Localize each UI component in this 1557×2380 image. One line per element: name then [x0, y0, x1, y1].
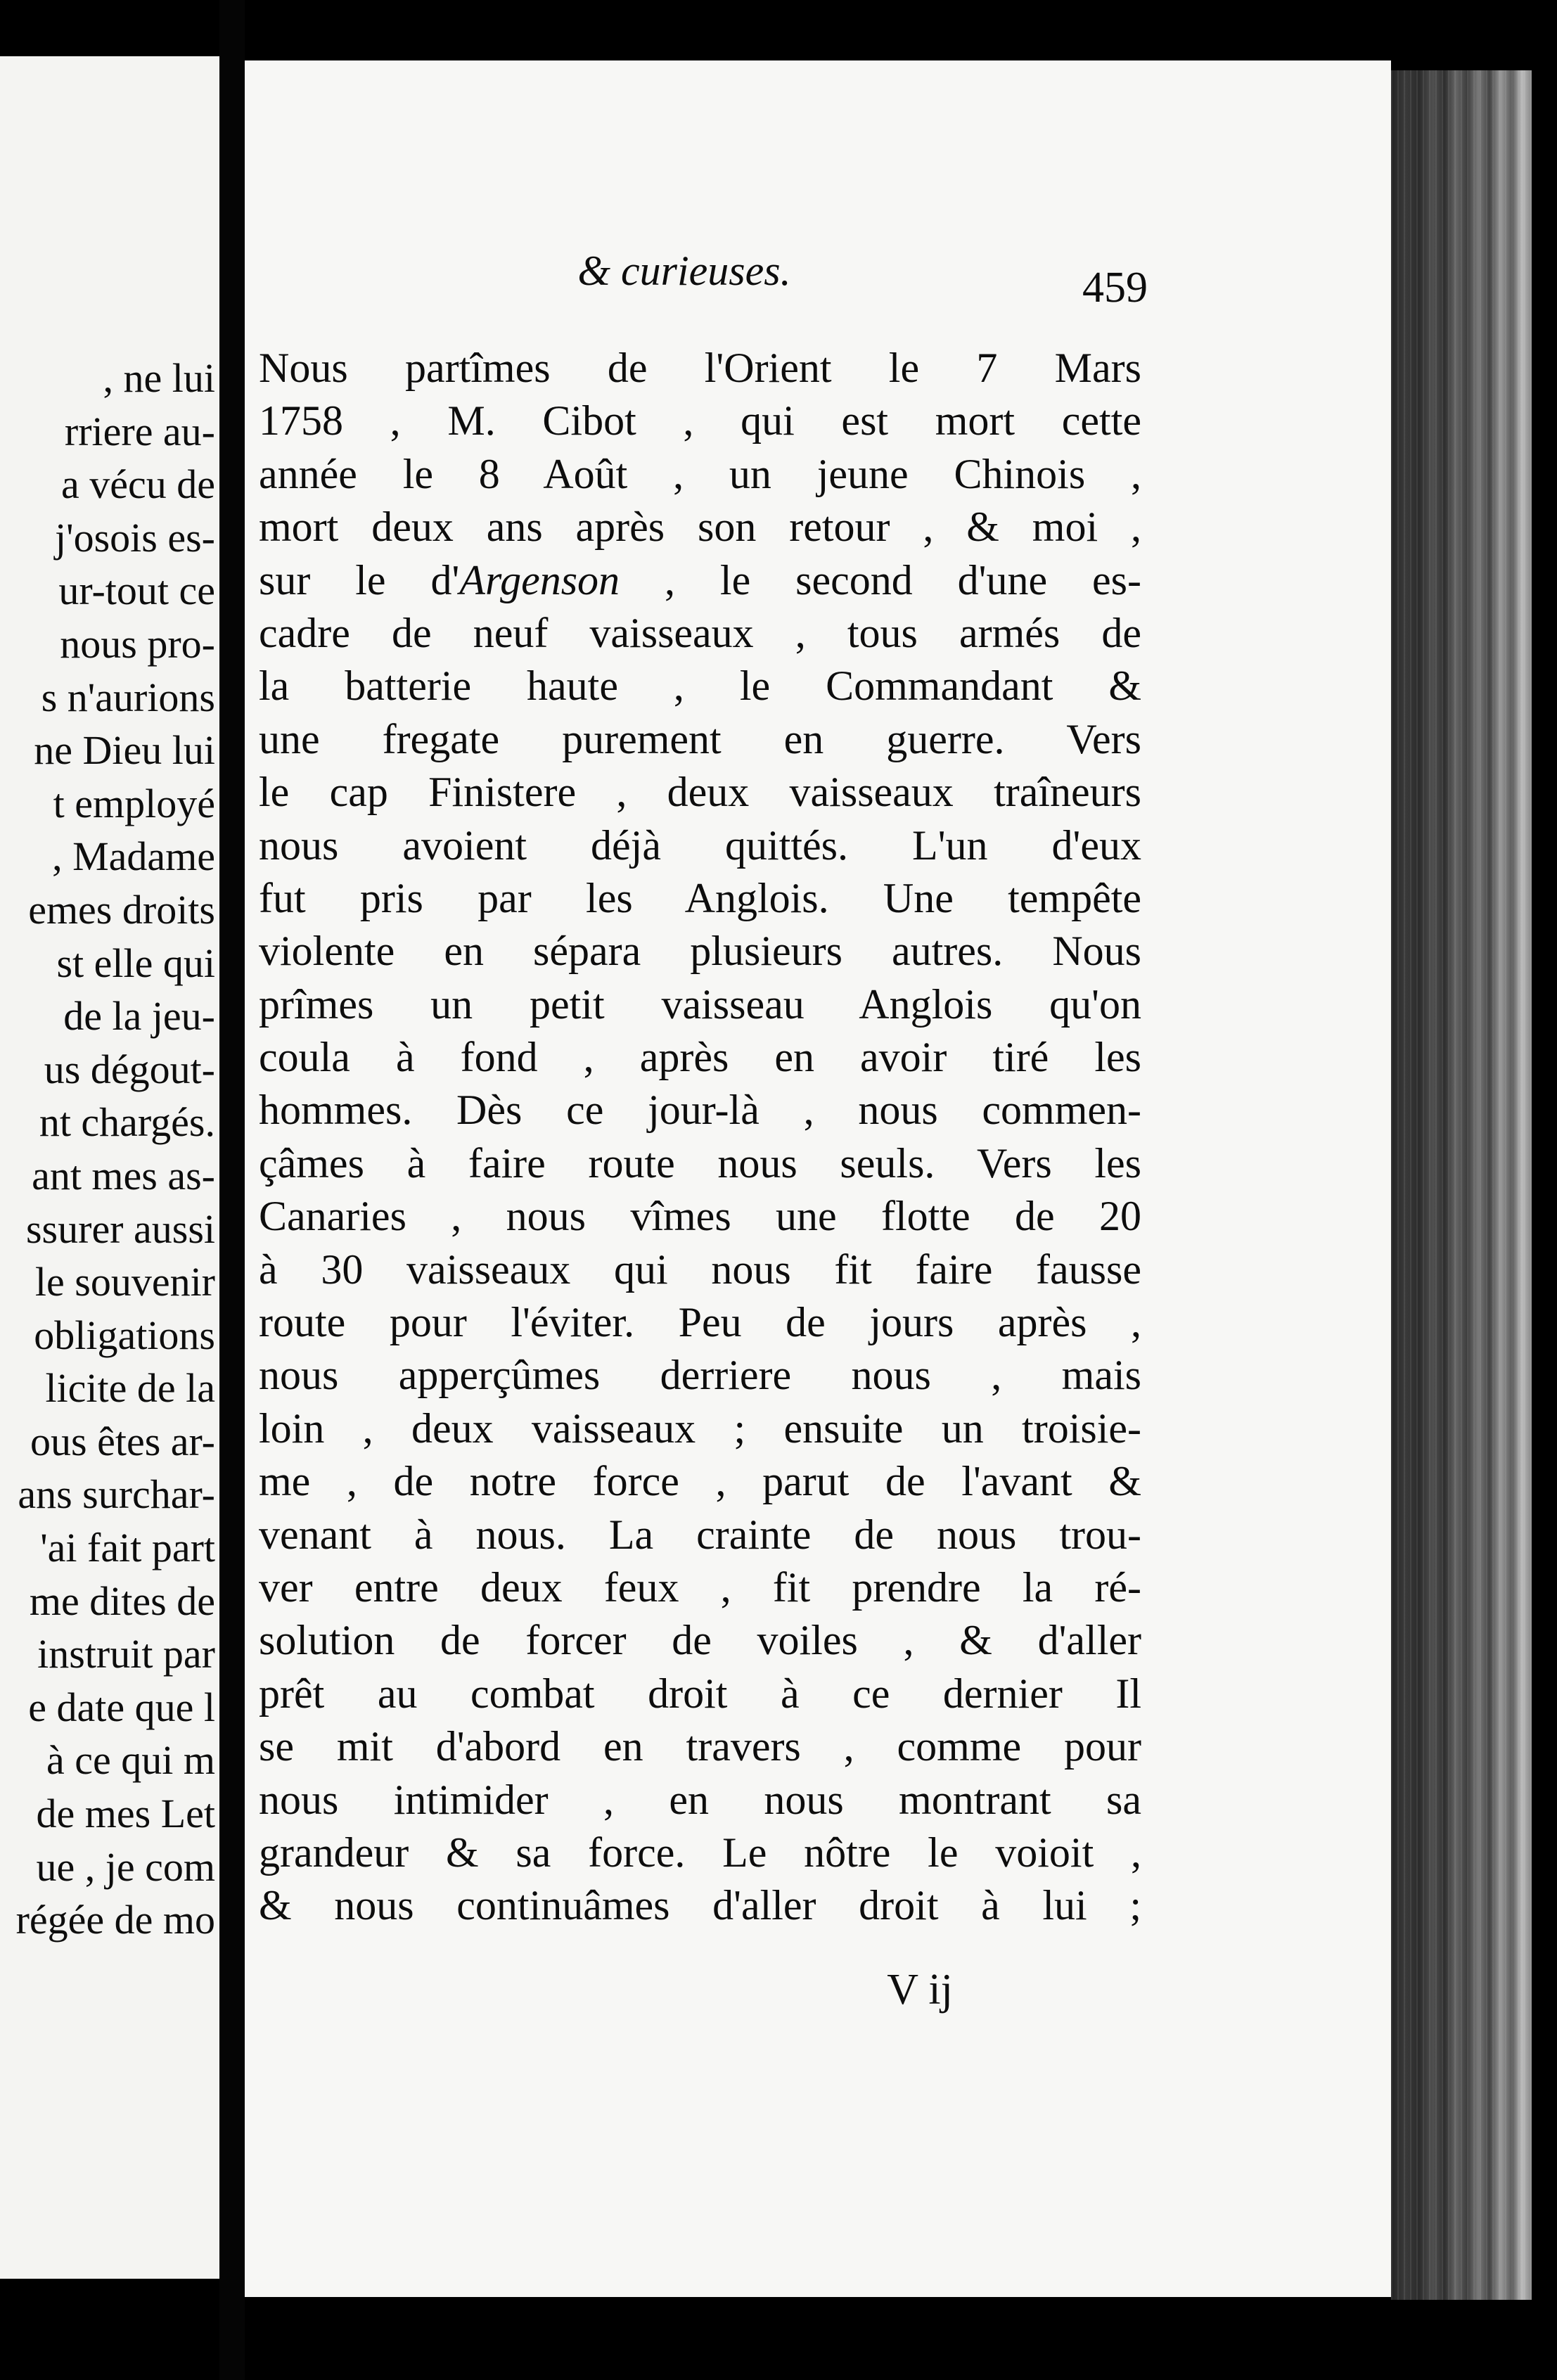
text-line: année le 8 Août , un jeune Chinois ,: [259, 450, 1141, 497]
text-line: à 30 vaisseaux qui nous fit faire fausse: [259, 1246, 1141, 1293]
text-line: çâmes à faire route nous seuls. Vers les: [259, 1139, 1141, 1186]
text-line: nous intimider , en nous montrant sa: [259, 1776, 1141, 1823]
text-line: coula à fond , après en avoir tiré les: [259, 1034, 1141, 1081]
left-text-line: t employé: [53, 780, 215, 826]
text-line: fut pris par les Anglois. Une tempête: [259, 874, 1141, 921]
left-text-line: ous êtes ar-: [30, 1418, 215, 1464]
text-line: solution de forcer de voiles , & d'aller: [259, 1617, 1141, 1664]
left-text-line: à ce qui m: [46, 1737, 215, 1784]
text-line: loin , deux vaisseaux ; ensuite un troisie-: [259, 1405, 1141, 1452]
text-line: une fregate purement en guerre. Vers: [259, 715, 1141, 762]
left-text-line: le souvenir: [34, 1259, 215, 1305]
right-page: [245, 60, 1391, 2297]
left-text-line: emes droits: [28, 886, 215, 933]
text-line: nous avoient déjà quittés. L'un d'eux: [259, 821, 1141, 869]
left-text-line: me dites de: [29, 1578, 215, 1624]
text-line: se mit d'abord en travers , comme pour: [259, 1723, 1141, 1770]
book-gutter: [219, 0, 245, 2380]
left-text-line: st elle qui: [56, 940, 215, 986]
left-text-line: de la jeu-: [63, 993, 215, 1039]
text-line-start: sur le d': [259, 556, 460, 603]
text-line: route pour l'éviter. Peu de jours après ,: [259, 1299, 1141, 1346]
text-line-end: , le second d'une es-: [620, 556, 1141, 603]
text-line: & nous continuâmes d'aller droit à lui ;: [259, 1882, 1141, 1929]
left-text-line: 'ai fait part: [40, 1525, 215, 1571]
left-text-line: , ne lui: [103, 355, 215, 401]
text-line: [259, 554, 1141, 607]
signature-mark: V ij: [887, 1966, 953, 2014]
text-line: venant à nous. La crainte de nous trou-: [259, 1511, 1141, 1558]
left-text-line: a vécu de: [61, 461, 215, 508]
text-line: grandeur & sa force. Le nôtre le voioit ,: [259, 1829, 1141, 1876]
text-line: mort deux ans après son retour , & moi ,: [259, 504, 1141, 551]
running-header: & curieuses.: [577, 248, 791, 294]
text-line: Nous partîmes de l'Orient le 7 Mars: [259, 345, 1141, 391]
page-edge-texture: [1391, 70, 1532, 2300]
page-block-edge: [1391, 70, 1532, 2300]
text-line: la batterie haute , le Commandant &: [259, 663, 1141, 710]
left-text-line: ant mes as-: [32, 1152, 215, 1198]
left-page-text: [0, 352, 215, 1947]
left-text-line: j'osois es-: [55, 514, 215, 561]
text-line: violente en sépara plusieurs autres. Nous: [259, 928, 1141, 975]
left-text-line: obligations: [34, 1312, 215, 1358]
left-text-line: instruit par: [37, 1631, 215, 1677]
text-line: prêt au combat droit à ce dernier Il: [259, 1670, 1141, 1717]
left-text-line: régée de mo: [15, 1897, 215, 1943]
text-line: 1758 , M. Cibot , qui est mort cette: [259, 397, 1141, 444]
left-text-line: ur-tout ce: [58, 568, 215, 614]
left-page: [0, 56, 219, 2279]
left-text-line: s n'aurions: [41, 674, 215, 720]
left-text-line: , Madame: [52, 833, 215, 880]
left-text-line: e date que l: [28, 1684, 215, 1730]
text-line: Canaries , nous vîmes une flotte de 20: [259, 1193, 1141, 1240]
text-line: prîmes un petit vaisseau Anglois qu'on: [259, 980, 1141, 1028]
text-line: me , de notre force , parut de l'avant &: [259, 1458, 1141, 1505]
left-text-line: ssurer aussi: [25, 1205, 215, 1252]
left-text-line: licite de la: [45, 1365, 215, 1412]
left-text-line: ue , je com: [36, 1843, 215, 1890]
text-line: le cap Finistere , deux vaisseaux traîneurs: [259, 769, 1141, 816]
left-text-line: ans surchar-: [18, 1471, 215, 1518]
left-text-line: de mes Let: [36, 1791, 215, 1837]
text-line: hommes. Dès ce jour-là , nous commen-: [259, 1087, 1141, 1134]
left-text-line: us dégout-: [44, 1046, 215, 1092]
text-line: cadre de neuf vaisseaux , tous armés de: [259, 609, 1141, 656]
left-text-line: ne Dieu lui: [34, 727, 215, 774]
ship-name: Argenson: [459, 556, 620, 603]
left-text-line: nous pro-: [60, 620, 215, 667]
body-text: [259, 342, 1141, 1933]
left-text-line: nt chargés.: [39, 1099, 215, 1146]
text-line: nous apperçûmes derriere nous , mais: [259, 1352, 1141, 1399]
left-text-line: rriere au-: [64, 408, 215, 454]
text-line: ver entre deux feux , fit prendre la ré-: [259, 1563, 1141, 1611]
page-number: 459: [1082, 264, 1148, 312]
